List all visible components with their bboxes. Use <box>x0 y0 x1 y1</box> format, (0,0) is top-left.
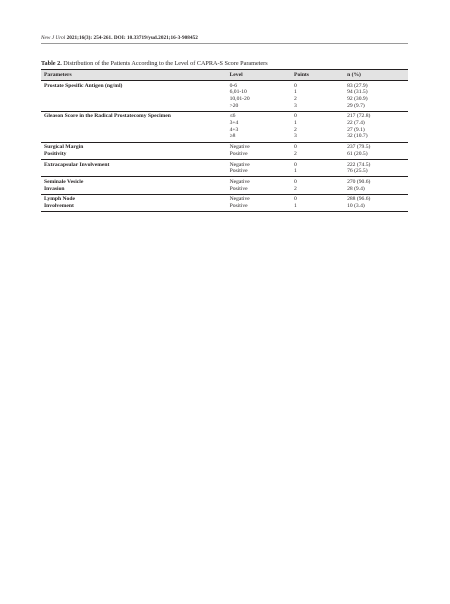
points-cell-line: 3 <box>294 102 297 109</box>
table-row <box>41 142 408 159</box>
level-cell-line: 0-6 <box>229 82 238 89</box>
level-cell-line: Positive <box>229 203 248 210</box>
level-cell-line: Negative <box>229 196 250 203</box>
n-percent-cell-line: 76 (25.5) <box>347 168 368 175</box>
n-percent-cell <box>344 160 408 177</box>
running-header <box>41 35 198 41</box>
level-cell <box>227 81 291 112</box>
points-cell <box>291 194 344 211</box>
points-cell <box>291 177 344 194</box>
table-row <box>41 111 408 142</box>
n-percent-cell-line: 29 (9.7) <box>347 102 365 109</box>
parameter-cell-line: Positivity <box>44 150 67 157</box>
level-cell-line: ≥8 <box>229 133 236 140</box>
table-caption-label: Table 2. <box>41 60 62 67</box>
parameter-cell <box>41 142 227 159</box>
n-percent-cell-line: 27 (9.1) <box>347 126 365 133</box>
parameter-cell-line: Involvement <box>44 203 74 210</box>
level-cell-line: ≤6 <box>229 113 236 120</box>
n-percent-cell-line: 32 (10.7) <box>347 133 368 140</box>
points-cell-line: 2 <box>294 185 297 192</box>
level-cell-line: Positive <box>229 185 248 192</box>
points-cell-line: 1 <box>294 203 297 210</box>
points-cell-line: 0 <box>294 196 297 203</box>
table-header-row <box>41 70 408 81</box>
table-row <box>41 194 408 211</box>
level-cell <box>227 177 291 194</box>
n-percent-cell-line: 22 (7.4) <box>347 120 365 127</box>
capra-s-table <box>41 69 408 212</box>
journal-name: New J Urol <box>41 35 66 41</box>
level-cell-line: 3+4 <box>229 120 239 127</box>
table-row <box>41 177 408 194</box>
n-percent-cell-line: 237 (79.5) <box>347 144 371 151</box>
parameter-cell <box>41 177 227 194</box>
points-cell-line: 2 <box>294 126 297 133</box>
level-cell-line: >20 <box>229 102 239 109</box>
level-cell-line: Negative <box>229 178 250 185</box>
n-percent-cell <box>344 194 408 211</box>
n-percent-cell-line: 222 (74.5) <box>347 161 371 168</box>
n-percent-cell-line: 288 (96.6) <box>347 196 371 203</box>
points-cell-line: 0 <box>294 113 297 120</box>
level-cell <box>227 111 291 142</box>
n-percent-cell-line: 28 (9.4) <box>347 185 365 192</box>
parameter-cell-line: Gleason Score in the Radical Prostatecomy Specimen <box>44 113 171 120</box>
parameter-cell <box>41 160 227 177</box>
level-cell <box>227 194 291 211</box>
points-cell-line: 2 <box>294 150 297 157</box>
n-percent-cell <box>344 111 408 142</box>
level-cell-line: Positive <box>229 150 248 157</box>
parameter-cell-line: Seminale Vesicle <box>44 178 84 185</box>
table-row <box>41 81 408 112</box>
points-cell <box>291 111 344 142</box>
parameter-cell-line: Extracapsular Involvement <box>44 161 110 168</box>
table-caption-text: Distribution of the Patients According to the Level of CAPRA-S Score Parameters <box>63 60 268 67</box>
level-cell <box>227 142 291 159</box>
level-cell-line: 10,01-20 <box>229 95 250 102</box>
n-percent-cell-line: 83 (27.9) <box>347 82 368 89</box>
parameter-cell <box>41 194 227 211</box>
level-cell <box>227 160 291 177</box>
parameter-cell-line: Prostate Spesific Antigen (ng/ml) <box>44 82 123 89</box>
points-cell-line: 0 <box>294 178 297 185</box>
points-cell <box>291 81 344 112</box>
n-percent-cell-line: 270 (90.6) <box>347 178 371 185</box>
n-percent-cell <box>344 81 408 112</box>
n-percent-cell <box>344 177 408 194</box>
parameter-cell-line: Surgical Margin <box>44 144 84 151</box>
level-cell-line: Negative <box>229 161 250 168</box>
n-percent-cell-line: 94 (31.5) <box>347 89 368 96</box>
parameter-cell-line: Invasion <box>44 185 65 192</box>
points-cell-line: 1 <box>294 89 297 96</box>
points-cell <box>291 142 344 159</box>
n-percent-cell-line: 217 (72.8) <box>347 113 371 120</box>
column-header-n-percent: n (%) <box>344 70 408 81</box>
points-cell-line: 3 <box>294 133 297 140</box>
column-header-parameters: Parameters <box>41 70 227 81</box>
table-body <box>41 81 408 212</box>
table-row <box>41 160 408 177</box>
points-cell-line: 2 <box>294 95 297 102</box>
level-cell-line: Negative <box>229 144 250 151</box>
points-cell-line: 1 <box>294 168 297 175</box>
header-divider <box>41 43 408 44</box>
level-cell-line: Positive <box>229 168 248 175</box>
parameter-cell <box>41 111 227 142</box>
points-cell <box>291 160 344 177</box>
table-caption <box>41 60 268 67</box>
column-header-level: Level <box>227 70 291 81</box>
n-percent-cell-line: 92 (30.9) <box>347 95 368 102</box>
column-header-points: Points <box>291 70 344 81</box>
parameter-cell-line: Lymph Node <box>44 196 75 203</box>
n-percent-cell-line: 61 (20.5) <box>347 150 368 157</box>
parameter-cell <box>41 81 227 112</box>
level-cell-line: 4+3 <box>229 126 239 133</box>
points-cell-line: 0 <box>294 82 297 89</box>
points-cell-line: 0 <box>294 161 297 168</box>
n-percent-cell <box>344 142 408 159</box>
points-cell-line: 1 <box>294 120 297 127</box>
points-cell-line: 0 <box>294 144 297 151</box>
level-cell-line: 6,01-10 <box>229 89 247 96</box>
citation-reference: 2021;16(3): 254-261. DOI: 10.33719/yud.2021;16-3-908452 <box>66 35 198 41</box>
n-percent-cell-line: 10 (3.4) <box>347 203 365 210</box>
